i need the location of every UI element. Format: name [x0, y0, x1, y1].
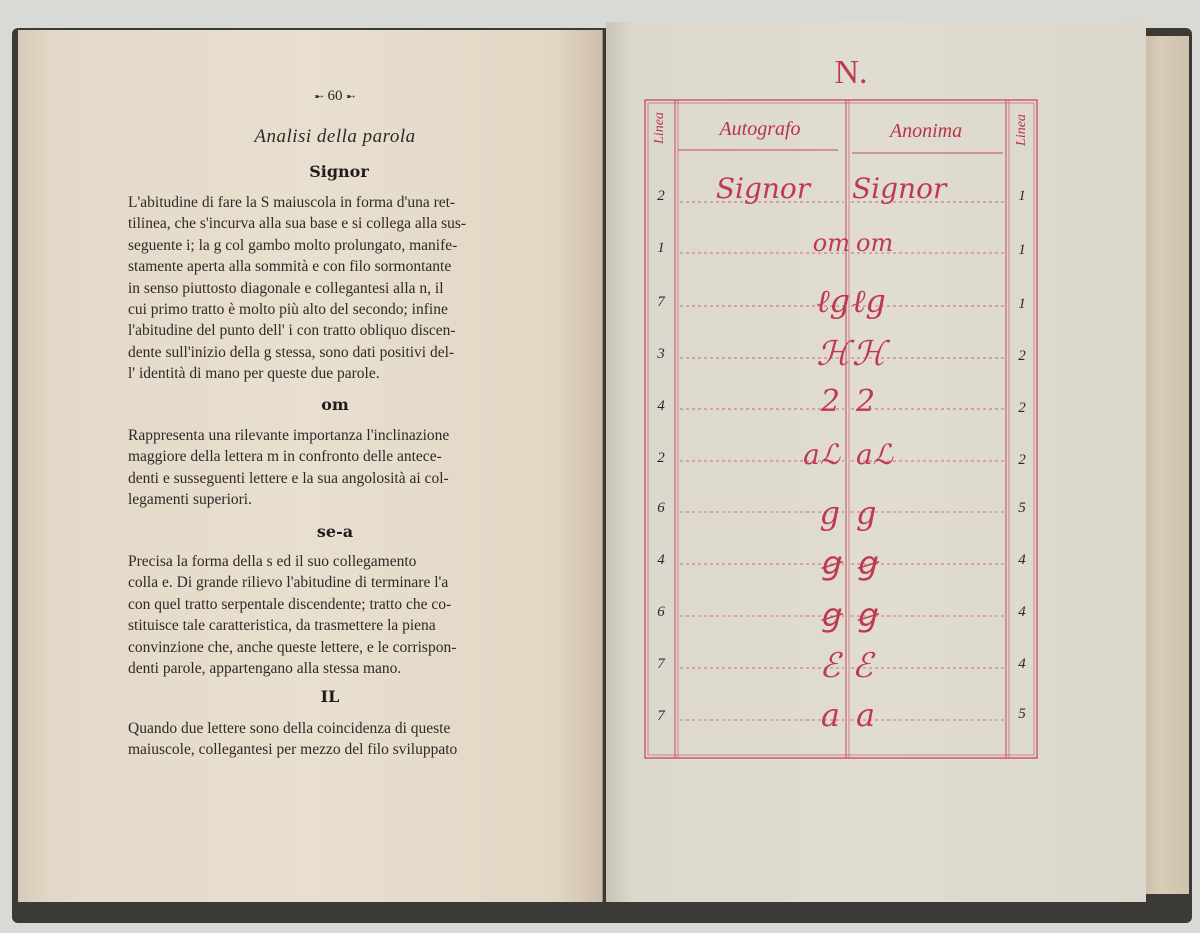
linea-right-number: 1: [1018, 296, 1026, 312]
linea-right-number: 4: [1018, 552, 1026, 568]
header-linea-right: Linea: [1014, 114, 1029, 146]
autografo-sample: ꞡ: [819, 544, 840, 582]
text-line: denti parole, appartengano alla stessa mano.: [128, 660, 402, 678]
text-line: L'abitudine di fare la S maiuscola in forma d'una ret-: [128, 194, 456, 211]
linea-left-number: 1: [657, 240, 665, 256]
subheading-se-a: se-a: [316, 522, 354, 541]
text-line: con quel tratto serpentale discendente; tratto che co-: [128, 595, 452, 613]
autografo-sample: ℰ: [819, 646, 840, 686]
header-autografo: Autografo: [719, 118, 801, 140]
text-line: seguente i; la g col gambo molto prolungato, manife-: [128, 236, 458, 254]
text-line: Quando due lettere sono della coincidenza di queste: [128, 720, 451, 737]
linea-left-number: 2: [657, 450, 665, 466]
text-line: maiuscole, collegantesi per mezzo del filo sviluppato: [128, 741, 458, 759]
autografo-sample: ℋ: [816, 334, 850, 374]
autografo-sample: a: [820, 696, 840, 734]
text-line: convinzione che, anche queste lettere, e le corrispon-: [128, 638, 457, 656]
subheading-il: IL: [320, 687, 340, 706]
linea-left-number: 6: [657, 500, 665, 516]
header-linea-left: Linea: [652, 112, 667, 144]
text-line: legamenti superiori.: [128, 491, 252, 509]
anonima-sample: ꞡ: [856, 544, 877, 582]
linea-right-number: 2: [1018, 348, 1026, 364]
linea-right-number: 4: [1018, 656, 1026, 672]
linea-left-number: 7: [657, 656, 665, 672]
anonima-sample: ꞡ: [856, 596, 877, 634]
autografo-sample: om: [812, 229, 850, 257]
autografo-sample: aℒ: [803, 438, 840, 471]
anonima-sample: aℒ: [856, 438, 893, 471]
autografo-sample: ꞡ: [819, 596, 840, 634]
page-number-value: 60: [327, 88, 343, 104]
text-line: stituisce tale caratteristica, da trasmettere la piena: [128, 617, 436, 635]
anonima-sample: a: [856, 696, 876, 734]
linea-right-number: 2: [1018, 400, 1026, 416]
autografo-sample: 2: [820, 384, 840, 419]
text-line: l'abitudine del punto dell' i con tratto obliquo discen-: [128, 322, 456, 340]
linea-right-number: 5: [1018, 706, 1026, 722]
autografo-sample: ℓg: [816, 282, 850, 320]
page-number-ornament-right: ➸: [346, 91, 356, 103]
section-title: Analisi della parola: [254, 126, 416, 147]
anonima-sample: 2: [856, 384, 876, 419]
plate-letter: N.: [834, 54, 868, 91]
autografo-sample: Signor: [715, 172, 811, 205]
linea-right-number: 4: [1018, 604, 1026, 620]
text-line: colla e. Di grande rilievo l'abitudine di terminare l'a: [128, 574, 449, 592]
anonima-sample: ℋ: [852, 334, 886, 374]
linea-right-number: 5: [1018, 500, 1026, 516]
text-line: maggiore della lettera m in confronto delle antece-: [128, 448, 442, 466]
linea-left-number: 4: [657, 398, 665, 414]
header-anonima: Anonima: [889, 120, 963, 142]
autografo-sample: g: [819, 494, 840, 532]
subheading-om: om: [321, 395, 349, 414]
linea-right-number: 2: [1018, 452, 1026, 468]
text-line: cui primo tratto è molto più alto del secondo; infine: [128, 301, 448, 319]
anonima-sample: ℓg: [852, 282, 886, 320]
text-line: l' identità di mano per queste due parole.: [128, 365, 380, 383]
text-line: Rappresenta una rilevante importanza l'inclinazione: [128, 427, 450, 444]
page-number-ornament-left: ➸: [314, 91, 324, 103]
anonima-sample: g: [856, 494, 877, 532]
linea-left-number: 6: [657, 604, 665, 620]
text-line: Precisa la forma della s ed il suo collegamento: [128, 553, 417, 570]
linea-left-number: 4: [657, 552, 665, 568]
linea-left-number: 3: [657, 346, 665, 362]
linea-right-number: 1: [1018, 242, 1026, 258]
text-line: tilinea, che s'incurva alla sua base e si collega alla sus-: [128, 215, 467, 233]
anonima-sample: ℰ: [852, 646, 873, 686]
linea-left-number: 2: [657, 188, 665, 204]
linea-right-number: 1: [1018, 188, 1026, 204]
linea-left-number: 7: [657, 708, 665, 724]
text-line: denti e susseguenti lettere e la sua angolosità ai col-: [128, 469, 449, 487]
text-line: in senso piuttosto diagonale e collegantesi alla n, il: [128, 279, 444, 297]
subheading-signor: Signor: [309, 162, 369, 181]
anonima-sample: Signor: [852, 172, 947, 205]
text-line: stamente aperta alla sommità e con filo sormontante: [128, 258, 452, 276]
anonima-sample: om: [856, 229, 894, 257]
text-line: dente sull'inizio della g stessa, sono dati positivi del-: [128, 343, 455, 361]
linea-left-number: 7: [657, 294, 665, 310]
